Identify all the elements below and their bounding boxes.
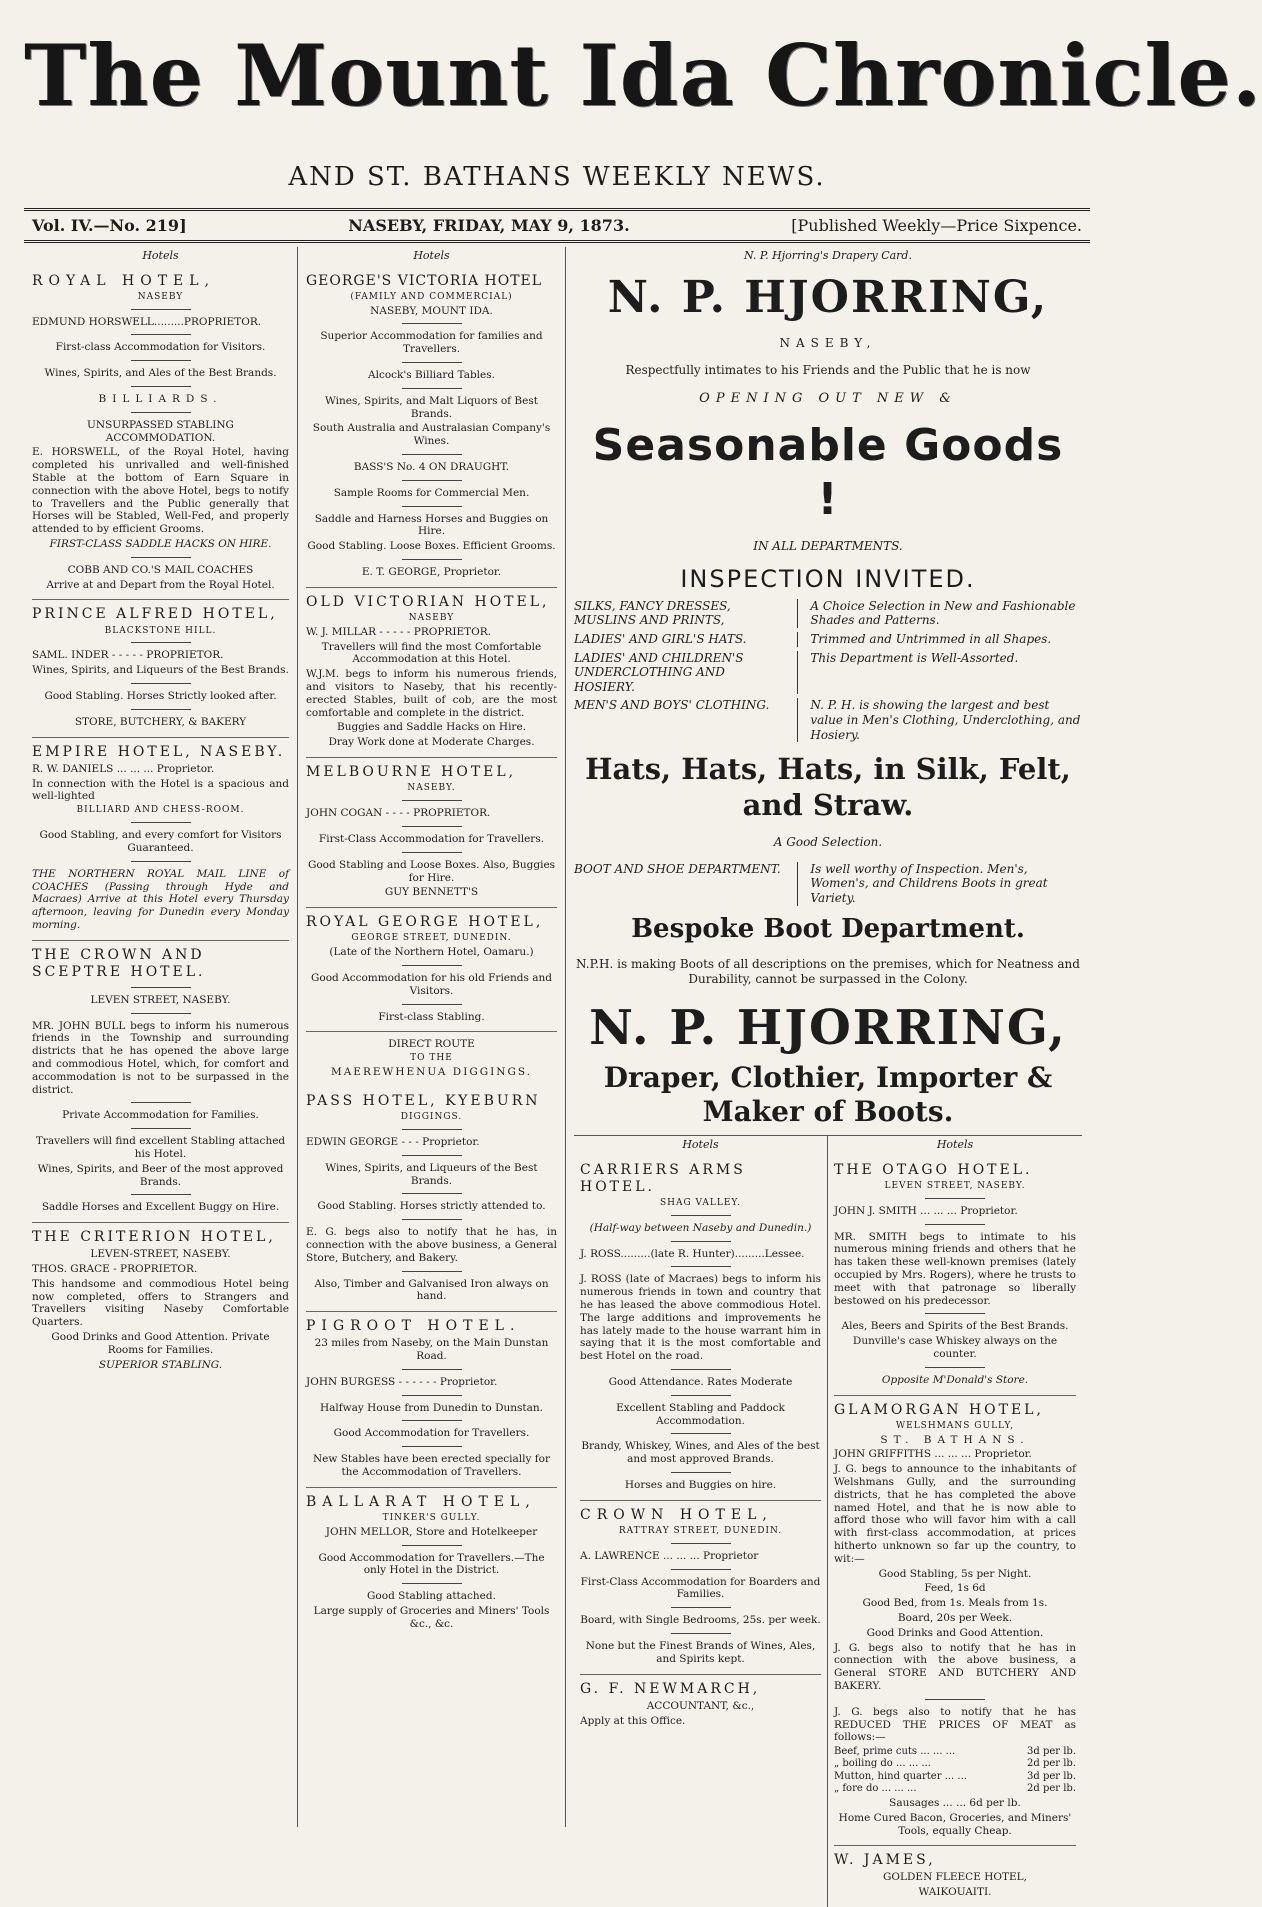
bespoke-heading: Bespoke Boot Department. bbox=[631, 913, 1025, 944]
price-value: 3d per lb. bbox=[1027, 1746, 1076, 1758]
ad-body: MR. SMITH begs to intimate to his numerous mining friends and others that he has taken these well-known premises (lately occupied by Mrs. Rogers), where he trusts to meet with that patronage so liberally bestowed on his predecessor. bbox=[834, 1230, 1076, 1307]
ad-ballarat-hotel bbox=[306, 1488, 557, 1639]
dept-row bbox=[574, 698, 1082, 742]
ad-body: MR. JOHN BULL begs to inform his numerous friends in the Township and surrounding districts that he has opened the above large and commodious Hotel, which, for comfort and accommodation is not to be surpassed in the district. bbox=[32, 1019, 289, 1096]
ad-proprietor: JOHN J. SMITH ... ... ... Proprietor. bbox=[834, 1204, 1018, 1217]
ad-proprietor: EDWIN GEORGE - - - Proprietor. bbox=[306, 1135, 480, 1148]
ad-line: Sample Rooms for Commercial Men. bbox=[333, 486, 530, 499]
ad-title: CARRIERS ARMS HOTEL. bbox=[580, 1161, 746, 1195]
ad-title: THE CRITERION HOTEL, bbox=[32, 1229, 276, 1246]
ad-line: Board, with Single Bedrooms, 25s. per week. bbox=[580, 1614, 821, 1627]
ad-line: MAEREWHENUA DIGGINGS. bbox=[330, 1066, 533, 1079]
inspection-invited: INSPECTION INVITED. bbox=[680, 565, 976, 594]
dept-name: LADIES' AND CHILDREN'S UNDERCLOTHING AND HOSIERY. bbox=[574, 651, 798, 695]
ad-line: Private Accommodation for Families. bbox=[62, 1109, 259, 1122]
ad-place: ST. BATHANS. bbox=[880, 1433, 1030, 1446]
ad-line: (Half-way between Naseby and Dunedin.) bbox=[589, 1221, 812, 1234]
ad-place: DIGGINGS. bbox=[400, 1111, 463, 1122]
ad-line: Wines, Spirits, and Malt Liquors of Best Brands. bbox=[325, 394, 538, 420]
seasonable-goods: Seasonable Goods ! bbox=[592, 420, 1064, 526]
dept-desc: Trimmed and Untrimmed in all Shapes. bbox=[810, 631, 1052, 646]
price-value: 2d per lb. bbox=[1027, 1782, 1076, 1794]
ad-old-victorian-hotel bbox=[306, 588, 557, 758]
ad-criterion-hotel bbox=[32, 1223, 289, 1379]
ad-title: G. F. NEWMARCH, bbox=[580, 1680, 761, 1697]
ad-title: MELBOURNE HOTEL, bbox=[306, 764, 517, 781]
ad-pigroot-hotel bbox=[306, 1312, 557, 1488]
ad-line: Buggies and Saddle Hacks on Hire. bbox=[337, 721, 526, 734]
price-item: Mutton, hind quarter ... ... bbox=[834, 1770, 967, 1782]
ad-line: Good Drinks and Good Attention. Private Rooms for Families. bbox=[51, 1331, 270, 1356]
hats-heading: Hats, Hats, Hats, in Silk, Felt, and Straw. bbox=[585, 752, 1071, 822]
ad-proprietor: E. T. GEORGE, Proprietor. bbox=[361, 566, 502, 579]
ad-body: E. HORSWELL, of the Royal Hotel, having completed his unrivalled and well-finished Stable at the bottom of Earn Square in connection with the above Hotel, begs to notify to Travellers and the Public generally that Horses will be Stabled, Well-Fed, and properly attended to by efficient Grooms. bbox=[32, 446, 289, 536]
ad-royal-hotel bbox=[32, 267, 289, 601]
ad-proprietor: A. LAWRENCE ... ... ... Proprietor bbox=[580, 1549, 759, 1562]
hjorring-intimates: Respectfully intimates to his Friends and the Public that he is now bbox=[625, 362, 1031, 377]
ad-line: Good Stabling. Loose Boxes. Efficient Grooms. bbox=[307, 540, 556, 553]
ad-proprietor: EDMUND HORSWELL.........PROPRIETOR. bbox=[32, 315, 262, 328]
ad-proprietor: JOHN COGAN - - - - PROPRIETOR. bbox=[306, 807, 491, 820]
ad-line: Good Bed, from 1s. Meals from 1s. bbox=[862, 1597, 1048, 1610]
ad-line: GUY BENNETT'S bbox=[384, 886, 479, 899]
ad-title: ROYAL GEORGE HOTEL, bbox=[306, 914, 544, 931]
ad-title: GLAMORGAN HOTEL, bbox=[834, 1401, 1044, 1418]
dept-desc: N. P. H. is showing the largest and best value in Men's Clothing, Underclothing, and Hosiery. bbox=[810, 698, 1081, 742]
ad-line: Good Stabling, 5s per Night. bbox=[878, 1567, 1032, 1580]
columns bbox=[24, 247, 1090, 1899]
hats-sub: A Good Selection. bbox=[773, 835, 883, 850]
hjorring-name-2: N. P. HJORRING, bbox=[589, 999, 1067, 1056]
ad-glamorgan-hotel bbox=[834, 1396, 1076, 1847]
ad-line: First-class Stabling. bbox=[378, 1010, 485, 1023]
ad-otago-hotel bbox=[834, 1156, 1076, 1396]
hjorring-name: N. P. HJORRING, bbox=[607, 271, 1049, 323]
ad-line: First-Class Accommodation for Travellers. bbox=[318, 832, 545, 845]
ad-line: Excellent Stabling and Paddock Accommodation. bbox=[616, 1401, 785, 1427]
ad-proprietor: R. W. DANIELS ... ... ... Proprietor. bbox=[32, 762, 215, 775]
ad-crown-sceptre-hotel bbox=[32, 941, 289, 1224]
dept-row bbox=[574, 632, 1082, 647]
ad-line: Opposite M'Donald's Store. bbox=[881, 1373, 1029, 1386]
ad-line: COBB AND CO.'S MAIL COACHES bbox=[67, 563, 254, 576]
ad-line: (FAMILY AND COMMERCIAL) bbox=[350, 291, 513, 302]
ad-line: Good Drinks and Good Attention. bbox=[866, 1626, 1044, 1639]
ad-line: Brandy, Whiskey, Wines, and Ales of the best and most approved Brands. bbox=[581, 1440, 820, 1466]
ad-line: Saddle and Harness Horses and Buggies on Hire. bbox=[314, 512, 549, 538]
ad-line: Travellers will find excellent Stabling attached his Hotel. bbox=[35, 1135, 286, 1161]
masthead bbox=[24, 20, 1262, 194]
ad-line: 23 miles from Naseby, on the Main Dunstan Road. bbox=[314, 1337, 549, 1362]
ad-line: Also, Timber and Galvanised Iron always on hand. bbox=[314, 1277, 549, 1303]
price-row bbox=[834, 1746, 1076, 1758]
bespoke-body: N.P.H. is making Boots of all descriptions on the premises, which for Neatness and Durability, cannot be surpassed in the Colony. bbox=[576, 957, 1080, 986]
ad-title: ROYAL HOTEL, bbox=[32, 272, 216, 289]
ad-line: Good Stabling attached. bbox=[367, 1590, 496, 1603]
ad-line: Halfway House from Dunedin to Dunstan. bbox=[319, 1401, 543, 1414]
ad-pass-hotel bbox=[306, 1087, 557, 1312]
ad-line: UNSURPASSED STABLING ACCOMMODATION. bbox=[87, 418, 234, 444]
dept-name: SILKS, FANCY DRESSES, MUSLINS AND PRINTS, bbox=[574, 599, 798, 628]
ad-line: Dray Work done at Moderate Charges. bbox=[328, 736, 535, 749]
price-item: „ boiling do ... ... ... bbox=[834, 1758, 931, 1770]
ad-line: GOLDEN FLEECE HOTEL, bbox=[883, 1871, 1027, 1884]
ad-body: THE NORTHERN ROYAL MAIL LINE of COACHES (Passing through Hyde and Macraes) Arrive at this Hotel every Thursday afternoon, leaving for Dunedin every Monday morning. bbox=[32, 867, 289, 931]
ad-line: Good Stabling, and every comfort for Visitors Guaranteed. bbox=[39, 829, 282, 854]
ad-georges-victoria-hotel bbox=[306, 267, 557, 588]
dept-desc: Is well worthy of Inspection. Men's, Women's, and Childrens Boots in great Variety. bbox=[810, 861, 1048, 905]
ad-title: EMPIRE HOTEL, NASEBY. bbox=[32, 743, 286, 760]
ad-body: E. G. begs also to notify that he has, in connection with the above business, a General Store, Butchery, and Bakery. bbox=[306, 1226, 557, 1264]
price-item: Beef, prime cuts ... ... ... bbox=[834, 1746, 956, 1758]
ad-title: THE CROWN AND SCEPTRE HOTEL. bbox=[32, 946, 206, 980]
ad-line: Good Attendance. Rates Moderate bbox=[608, 1376, 793, 1389]
ad-line: SUPERIOR STABLING. bbox=[98, 1358, 223, 1371]
ad-place: TINKER'S GULLY. bbox=[382, 1512, 481, 1523]
section-head: Hotels bbox=[142, 249, 179, 263]
ad-title: PASS HOTEL, KYEBURN bbox=[306, 1092, 541, 1109]
ad-line: Dunville's case Whiskey always on the counter. bbox=[852, 1335, 1058, 1360]
draper-line: Draper, Clothier, Importer & Maker of Boots. bbox=[603, 1061, 1053, 1129]
ad-line: Good Accommodation for his old Friends and Visitors. bbox=[311, 971, 552, 997]
ad-carriers-arms-hotel bbox=[580, 1156, 821, 1501]
price-note: [Published Weekly—Price Sixpence. bbox=[791, 215, 1082, 235]
column-2 bbox=[298, 247, 566, 1827]
price-item: „ fore do ... ... ... bbox=[834, 1782, 917, 1794]
ad-body: This handsome and commodious Hotel being now completed, offers to Strangers and Travellers visiting Naseby Comfortable Quarters. bbox=[32, 1277, 289, 1329]
dept-row bbox=[574, 651, 1082, 695]
ad-line: In connection with the Hotel is a spacious and well-lighted bbox=[32, 777, 289, 803]
dept-desc: A Choice Selection in New and Fashionable Shades and Patterns. bbox=[810, 598, 1076, 628]
ad-proprietor: THOS. GRACE - PROPRIETOR. bbox=[32, 1263, 198, 1276]
ad-place: GEORGE STREET, DUNEDIN. bbox=[351, 933, 512, 944]
ad-royal-george-hotel bbox=[306, 908, 557, 1032]
column-3 bbox=[574, 1136, 828, 1907]
ad-crown-hotel-dunedin bbox=[580, 1501, 821, 1675]
ad-line: Good Stabling. Horses strictly attended to. bbox=[317, 1200, 546, 1213]
ad-proprietor: J. ROSS.........(late R. Hunter).........Lessee. bbox=[580, 1247, 805, 1260]
ad-line: Superior Accommodation for families and Travellers. bbox=[320, 330, 543, 356]
price-row bbox=[834, 1771, 1076, 1783]
ad-newmarch bbox=[580, 1675, 821, 1736]
ad-line: Good Accommodation for Travellers. bbox=[333, 1427, 530, 1440]
column-4 bbox=[828, 1136, 1082, 1907]
ad-place: RATTRAY STREET, DUNEDIN. bbox=[618, 1525, 783, 1536]
ad-line: Travellers will find the most Comfortable Accommodation at this Hotel. bbox=[321, 640, 542, 666]
ad-place: LEVEN-STREET, NASEBY. bbox=[90, 1248, 231, 1261]
ad-line: STORE, BUTCHERY, & BAKERY bbox=[74, 715, 247, 728]
ad-line: Good Accommodation for Travellers.—The only Hotel in the District. bbox=[318, 1551, 545, 1577]
ad-line: FIRST-CLASS SADDLE HACKS ON HIRE. bbox=[49, 538, 272, 551]
ad-line: JOHN MELLOR, Store and Hotelkeeper bbox=[325, 1525, 538, 1538]
dept-name: BOOT AND SHOE DEPARTMENT. bbox=[574, 862, 798, 906]
section-head: Hotels bbox=[682, 1138, 719, 1152]
ad-line: ACCOUNTANT, &c., bbox=[646, 1699, 755, 1712]
issue-date: NASEBY, FRIDAY, MAY 9, 1873. bbox=[348, 215, 630, 235]
subcolumns bbox=[574, 1135, 1082, 1907]
ad-line: South Australia and Australasian Company's Wines. bbox=[312, 422, 551, 448]
ad-proprietor: W. J. MILLAR - - - - - PROPRIETOR. bbox=[306, 625, 492, 638]
ad-line: Home Cured Bacon, Groceries, and Miners' Tools, equally Cheap. bbox=[838, 1811, 1072, 1837]
ad-place: NASEBY. bbox=[407, 783, 456, 794]
ad-body: J. G. begs also to notify that he has in connection with the above business, a General STORE AND BUTCHERY AND BAKERY. bbox=[834, 1641, 1076, 1692]
ad-line: None but the Finest Brands of Wines, Ales, and Spirits kept. bbox=[585, 1640, 816, 1665]
ad-line: Saddle Horses and Excellent Buggy on Hire. bbox=[41, 1201, 280, 1214]
ad-line: Horses and Buggies on hire. bbox=[624, 1479, 777, 1492]
all-departments: IN ALL DEPARTMENTS. bbox=[753, 538, 903, 553]
dept-name: LADIES' AND GIRL'S HATS. bbox=[574, 632, 798, 647]
ad-line: Wines, Spirits, and Beer of the most approved Brands. bbox=[37, 1162, 284, 1188]
ad-body: J. ROSS (late of Macraes) begs to inform his numerous friends in town and country that he has leased the above commodious Hotel. The large additions and improvements he has lately made to the house warrant him in saying that it is the most comfortable and best Hotel on the road. bbox=[580, 1273, 821, 1363]
section-head: Hotels bbox=[413, 249, 450, 263]
ad-melbourne-hotel bbox=[306, 758, 557, 908]
ad-title: GEORGE'S VICTORIA HOTEL bbox=[306, 272, 543, 289]
ad-title: PIGROOT HOTEL. bbox=[306, 1318, 521, 1335]
column-1 bbox=[24, 247, 298, 1827]
price-value: 3d per lb. bbox=[1027, 1770, 1076, 1782]
ad-line: TO THE bbox=[410, 1053, 453, 1064]
ad-place: LEVEN STREET, NASEBY. bbox=[90, 993, 231, 1006]
dept-name: MEN'S AND BOYS' CLOTHING. bbox=[574, 698, 798, 742]
ad-line: New Stables have been erected specially for the Accommodation of Travellers. bbox=[312, 1453, 551, 1478]
masthead-title: The Mount Ida Chronicle. bbox=[24, 26, 1262, 125]
ad-proprietor: JOHN BURGESS - - - - - - Proprietor. bbox=[306, 1375, 498, 1388]
dept-row bbox=[574, 862, 1082, 906]
ad-line: First-Class Accommodation for Boarders and Families. bbox=[580, 1575, 821, 1601]
section-head: Hotels bbox=[936, 1138, 974, 1152]
dept-row bbox=[574, 599, 1082, 628]
price-row bbox=[834, 1758, 1076, 1770]
ad-title: PRINCE ALFRED HOTEL, bbox=[32, 606, 278, 623]
dept-desc: This Department is Well-Assorted. bbox=[810, 650, 1019, 665]
ad-line: Large supply of Groceries and Miners' Tools &c., &c. bbox=[313, 1605, 550, 1630]
ad-prince-alfred-hotel bbox=[32, 600, 289, 737]
ad-line: Wines, Spirits, and Ales of the Best Brands. bbox=[44, 367, 277, 380]
ad-proprietor: JOHN GRIFFITHS ... ... ... Proprietor. bbox=[834, 1448, 1032, 1461]
ad-title: W. JAMES, bbox=[834, 1852, 936, 1869]
ad-title: BALLARAT HOTEL, bbox=[306, 1493, 536, 1510]
ad-body: W.J.M. begs to inform his numerous friends, and visitors to Naseby, that his recently-erected Stables, built of cob, are the most comfortable and complete in the district. bbox=[306, 668, 557, 719]
ad-line: WAIKOUAITI. bbox=[918, 1886, 992, 1899]
ad-line: BASS'S No. 4 ON DRAUGHT. bbox=[353, 461, 510, 474]
ad-title: CROWN HOTEL, bbox=[580, 1506, 773, 1523]
ad-title: OLD VICTORIAN HOTEL, bbox=[306, 593, 550, 610]
masthead-subtitle: AND ST. BATHANS WEEKLY NEWS. bbox=[288, 162, 826, 192]
dateline bbox=[24, 208, 1090, 244]
ad-line: (Late of the Northern Hotel, Oamaru.) bbox=[329, 946, 534, 959]
ad-line: Feed, 1s 6d bbox=[924, 1582, 986, 1595]
ad-line: Ales, Beers and Spirits of the Best Brands. bbox=[841, 1320, 1069, 1333]
ad-line: Arrive at and Depart from the Royal Hotel. bbox=[46, 578, 275, 591]
volume-number: Vol. IV.—No. 219] bbox=[32, 215, 187, 235]
price-value: 2d per lb. bbox=[1027, 1758, 1076, 1770]
ad-line: Board, 20s per Week. bbox=[897, 1611, 1013, 1624]
ad-line: DIRECT ROUTE bbox=[388, 1038, 475, 1051]
ad-place: SHAG VALLEY. bbox=[659, 1197, 742, 1208]
ad-line: Alcock's Billiard Tables. bbox=[368, 369, 495, 382]
drapery-card-head: N. P. Hjorring's Drapery Card. bbox=[744, 249, 912, 263]
ad-title: THE OTAGO HOTEL. bbox=[834, 1161, 1033, 1178]
ad-place: BLACKSTONE HILL. bbox=[104, 625, 217, 636]
ad-line: Wines, Spirits, and Liqueurs of the Best Brands. bbox=[325, 1161, 538, 1187]
hjorring-place: NASEBY, bbox=[779, 336, 877, 351]
ad-place: WELSHMANS GULLY, bbox=[895, 1420, 1015, 1431]
price-row: Sausages ... ... 6d per lb. bbox=[889, 1796, 1021, 1809]
ad-place: LEVEN STREET, NASEBY. bbox=[884, 1180, 1026, 1191]
hjorring-opening: OPENING OUT NEW & bbox=[699, 390, 957, 406]
ad-empire-hotel bbox=[32, 738, 289, 941]
ad-line: BILLIARDS. bbox=[98, 393, 223, 406]
ad-line: Good Stabling and Loose Boxes. Also, Buggies for Hire. bbox=[307, 858, 556, 884]
ad-proprietor: SAML. INDER - - - - - PROPRIETOR. bbox=[32, 649, 224, 662]
price-row bbox=[834, 1783, 1076, 1795]
ad-place: NASEBY, MOUNT IDA. bbox=[370, 304, 493, 317]
ad-place: NASEBY bbox=[408, 612, 455, 623]
ad-place: NASEBY bbox=[137, 291, 184, 302]
ad-direct-route bbox=[306, 1032, 557, 1087]
ad-line: Apply at this Office. bbox=[580, 1714, 686, 1727]
ad-w-james bbox=[834, 1846, 1076, 1907]
ad-line: Wines, Spirits, and Liqueurs of the Best Brands. bbox=[32, 664, 289, 677]
ad-line: BILLIARD AND CHESS-ROOM. bbox=[76, 805, 245, 816]
ad-body: J. G. begs to announce to the inhabitants of Welshmans Gully, and the surrounding districts, that he has completed the above named Hotel, and that he is now able to afford those who will favor him with a call with first-class accommodation, at prices hitherto unknown so far up the country, to wit:— bbox=[834, 1463, 1076, 1565]
ad-line: First-class Accommodation for Visitors. bbox=[55, 341, 266, 354]
ad-body: J. G. begs also to notify that he has REDUCED THE PRICES OF MEAT as follows:— bbox=[834, 1705, 1076, 1744]
column-3-4 bbox=[566, 247, 1090, 1899]
ad-line: Good Stabling. Horses Strictly looked after. bbox=[44, 690, 277, 703]
